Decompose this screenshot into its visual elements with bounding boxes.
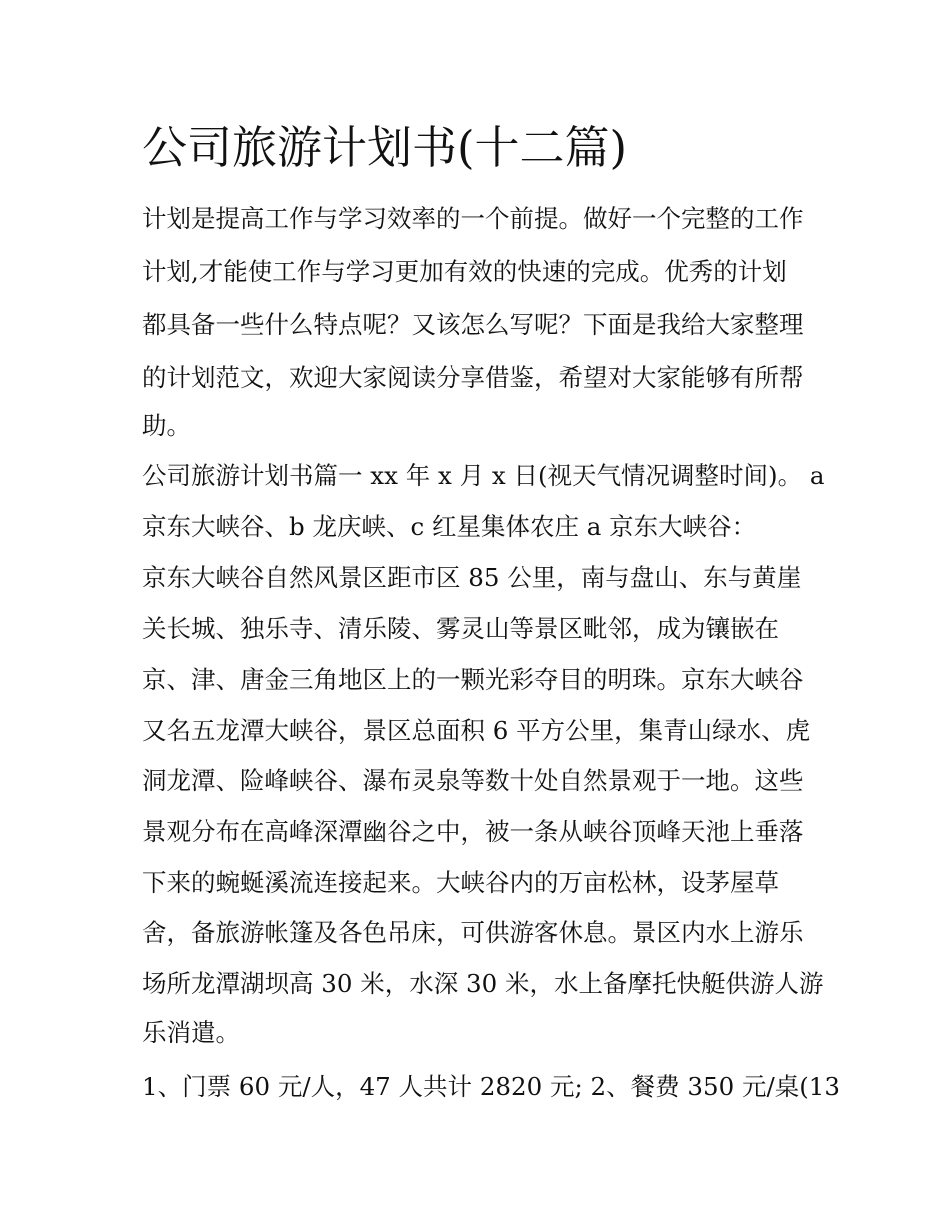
paragraph-line: 洞龙潭、险峰峡谷、瀑布灵泉等数十处自然景观于一地。这些 [142, 766, 804, 795]
paragraph-line: 计划是提高工作与学习效率的一个前提。做好一个完整的工作 [142, 204, 804, 233]
paragraph-line: 助。 [142, 411, 191, 440]
paragraph-line: 都具备一些什么特点呢？又该怎么写呢？下面是我给大家整理 [142, 310, 804, 339]
paragraph-line: 乐消遣。 [142, 1018, 240, 1047]
document-title: 公司旅游计划书(十二篇) [142, 121, 628, 174]
paragraph-line: 舍，备旅游帐篷及各色吊床，可供游客休息。景区内水上游乐 [142, 918, 804, 947]
paragraph-line: 京东大峡谷自然风景区距市区 85 公里，南与盘山、东与黄崖 [142, 563, 802, 592]
paragraph-line: 京、津、唐金三角地区上的一颗光彩夺目的明珠。京东大峡谷 [142, 665, 804, 694]
paragraph-line: 景观分布在高峰深潭幽谷之中，被一条从峡谷顶峰天池上垂落 [142, 817, 804, 846]
paragraph-line: 1、门票 60 元/人，47 人共计 2820 元; 2、餐费 350 元/桌(13 [142, 1072, 840, 1101]
paragraph-line: 京东大峡谷、b 龙庆峡、c 红星集体农庄 a 京东大峡谷： [142, 512, 757, 541]
paragraph-line: 的计划范文，欢迎大家阅读分享借鉴，希望对大家能够有所帮 [142, 363, 804, 392]
paragraph-line: 又名五龙潭大峡谷，景区总面积 6 平方公里，集青山绿水、虎 [142, 716, 811, 745]
paragraph-line: 公司旅游计划书篇一 xx 年 x 月 x 日(视天气情况调整时间)。 a [142, 461, 825, 490]
paragraph-line: 关长城、独乐寺、清乐陵、雾灵山等景区毗邻，成为镶嵌在 [142, 614, 779, 643]
paragraph-line: 场所龙潭湖坝高 30 米，水深 30 米，水上备摩托快艇供游人游 [142, 969, 824, 998]
paragraph-line: 下来的蜿蜒溪流连接起来。大峡谷内的万亩松林，设茅屋草 [142, 868, 779, 897]
paragraph-line: 计划,才能使工作与学习更加有效的快速的完成。优秀的计划 [142, 257, 787, 286]
